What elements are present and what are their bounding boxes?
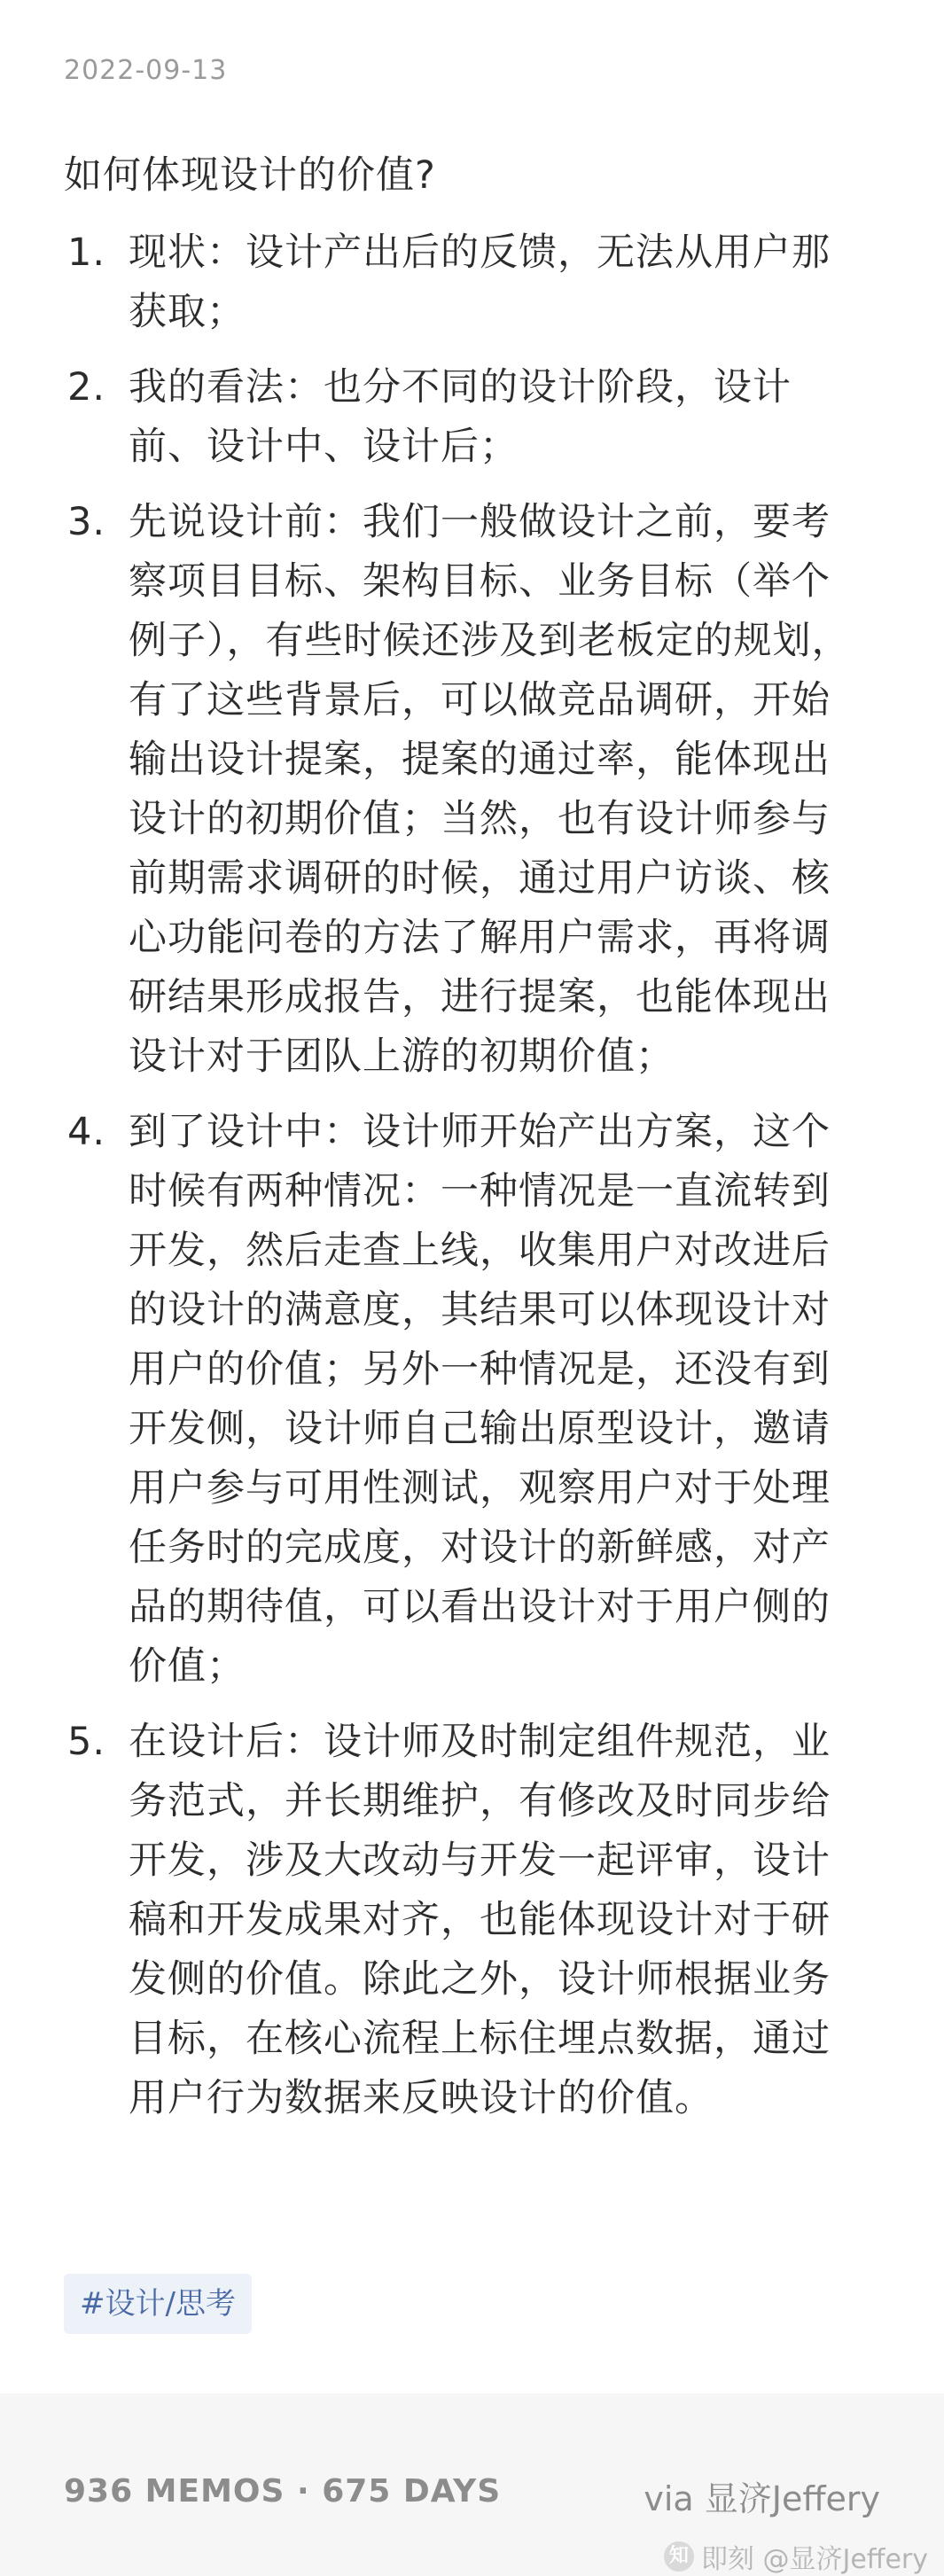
footer [0,2393,944,2575]
memo-tag[interactable]: #设计/思考 [64,2274,252,2334]
author-credit: via 显济Jeffery [644,2479,880,2518]
memo-list [64,223,862,2144]
list-item-text: 我的看法：也分不同的设计阶段，设计前、设计中、设计后； [129,365,792,469]
jike-logo-icon: 知 [664,2541,694,2572]
list-item-text: 到了设计中：设计师开始产出方案，这个时候有两种情况：一种情况是一直流转到开发，然后走查上线，收集用户对改进后的设计的满意度，其结果可以体现设计对用户的价值；另外一种情况是，还没有到开发侧，设计师自己输出原型设计，邀请用户参与可用性测试，观察用户对于处理任务时的完成度，对设计的新鲜感，对产品的期待值，可以看出设计对于用户侧的价值； [129,1110,831,1689]
watermark-text: 即刻 @显济Jeffery [700,2544,928,2575]
list-item-text: 在设计后：设计师及时制定组件规范，业务范式，并长期维护，有修改及时同步给开发，涉及大改动与开发一起评审，设计稿和开发成果对齐，也能体现设计对于研发侧的价值。除此之外，设计师根据业务目标，在核心流程上标住埋点数据，通过用户行为数据来反映设计的价值。 [129,1720,831,2120]
list-item [64,1713,862,2128]
list-item-number: 4. [67,1110,106,1154]
list-item-text: 先说设计前：我们一般做设计之前，要考察项目目标、架构目标、业务目标（举个例子），有些时候还涉及到老板定的规划，有了这些背景后，可以做竞品调研，开始输出设计提案，提案的通过率，能体现出设计的初期价值；当然，也有设计师参与前期需求调研的时候，通过用户访谈、核心功能问卷的方法了解用户需求，再将调研结果形成报告，进行提案，也能体现出设计对于团队上游的初期价值； [129,500,851,1079]
list-item [64,1103,862,1697]
memo-stats: 936 MEMOS · 675 DAYS [64,2473,502,2510]
watermark [664,2537,928,2576]
list-item-number: 3. [67,500,106,544]
list-item-number: 2. [67,365,106,410]
list-item [64,493,862,1087]
list-item-number: 5. [67,1720,106,1764]
list-item-text: 现状：设计产出后的反馈，无法从用户那获取； [129,230,831,334]
memo-date: 2022-09-13 [64,55,228,86]
list-item-number: 1. [67,230,106,275]
list-item [64,223,862,342]
list-item [64,358,862,477]
memo-question: 如何体现设计的价值? [64,153,436,198]
